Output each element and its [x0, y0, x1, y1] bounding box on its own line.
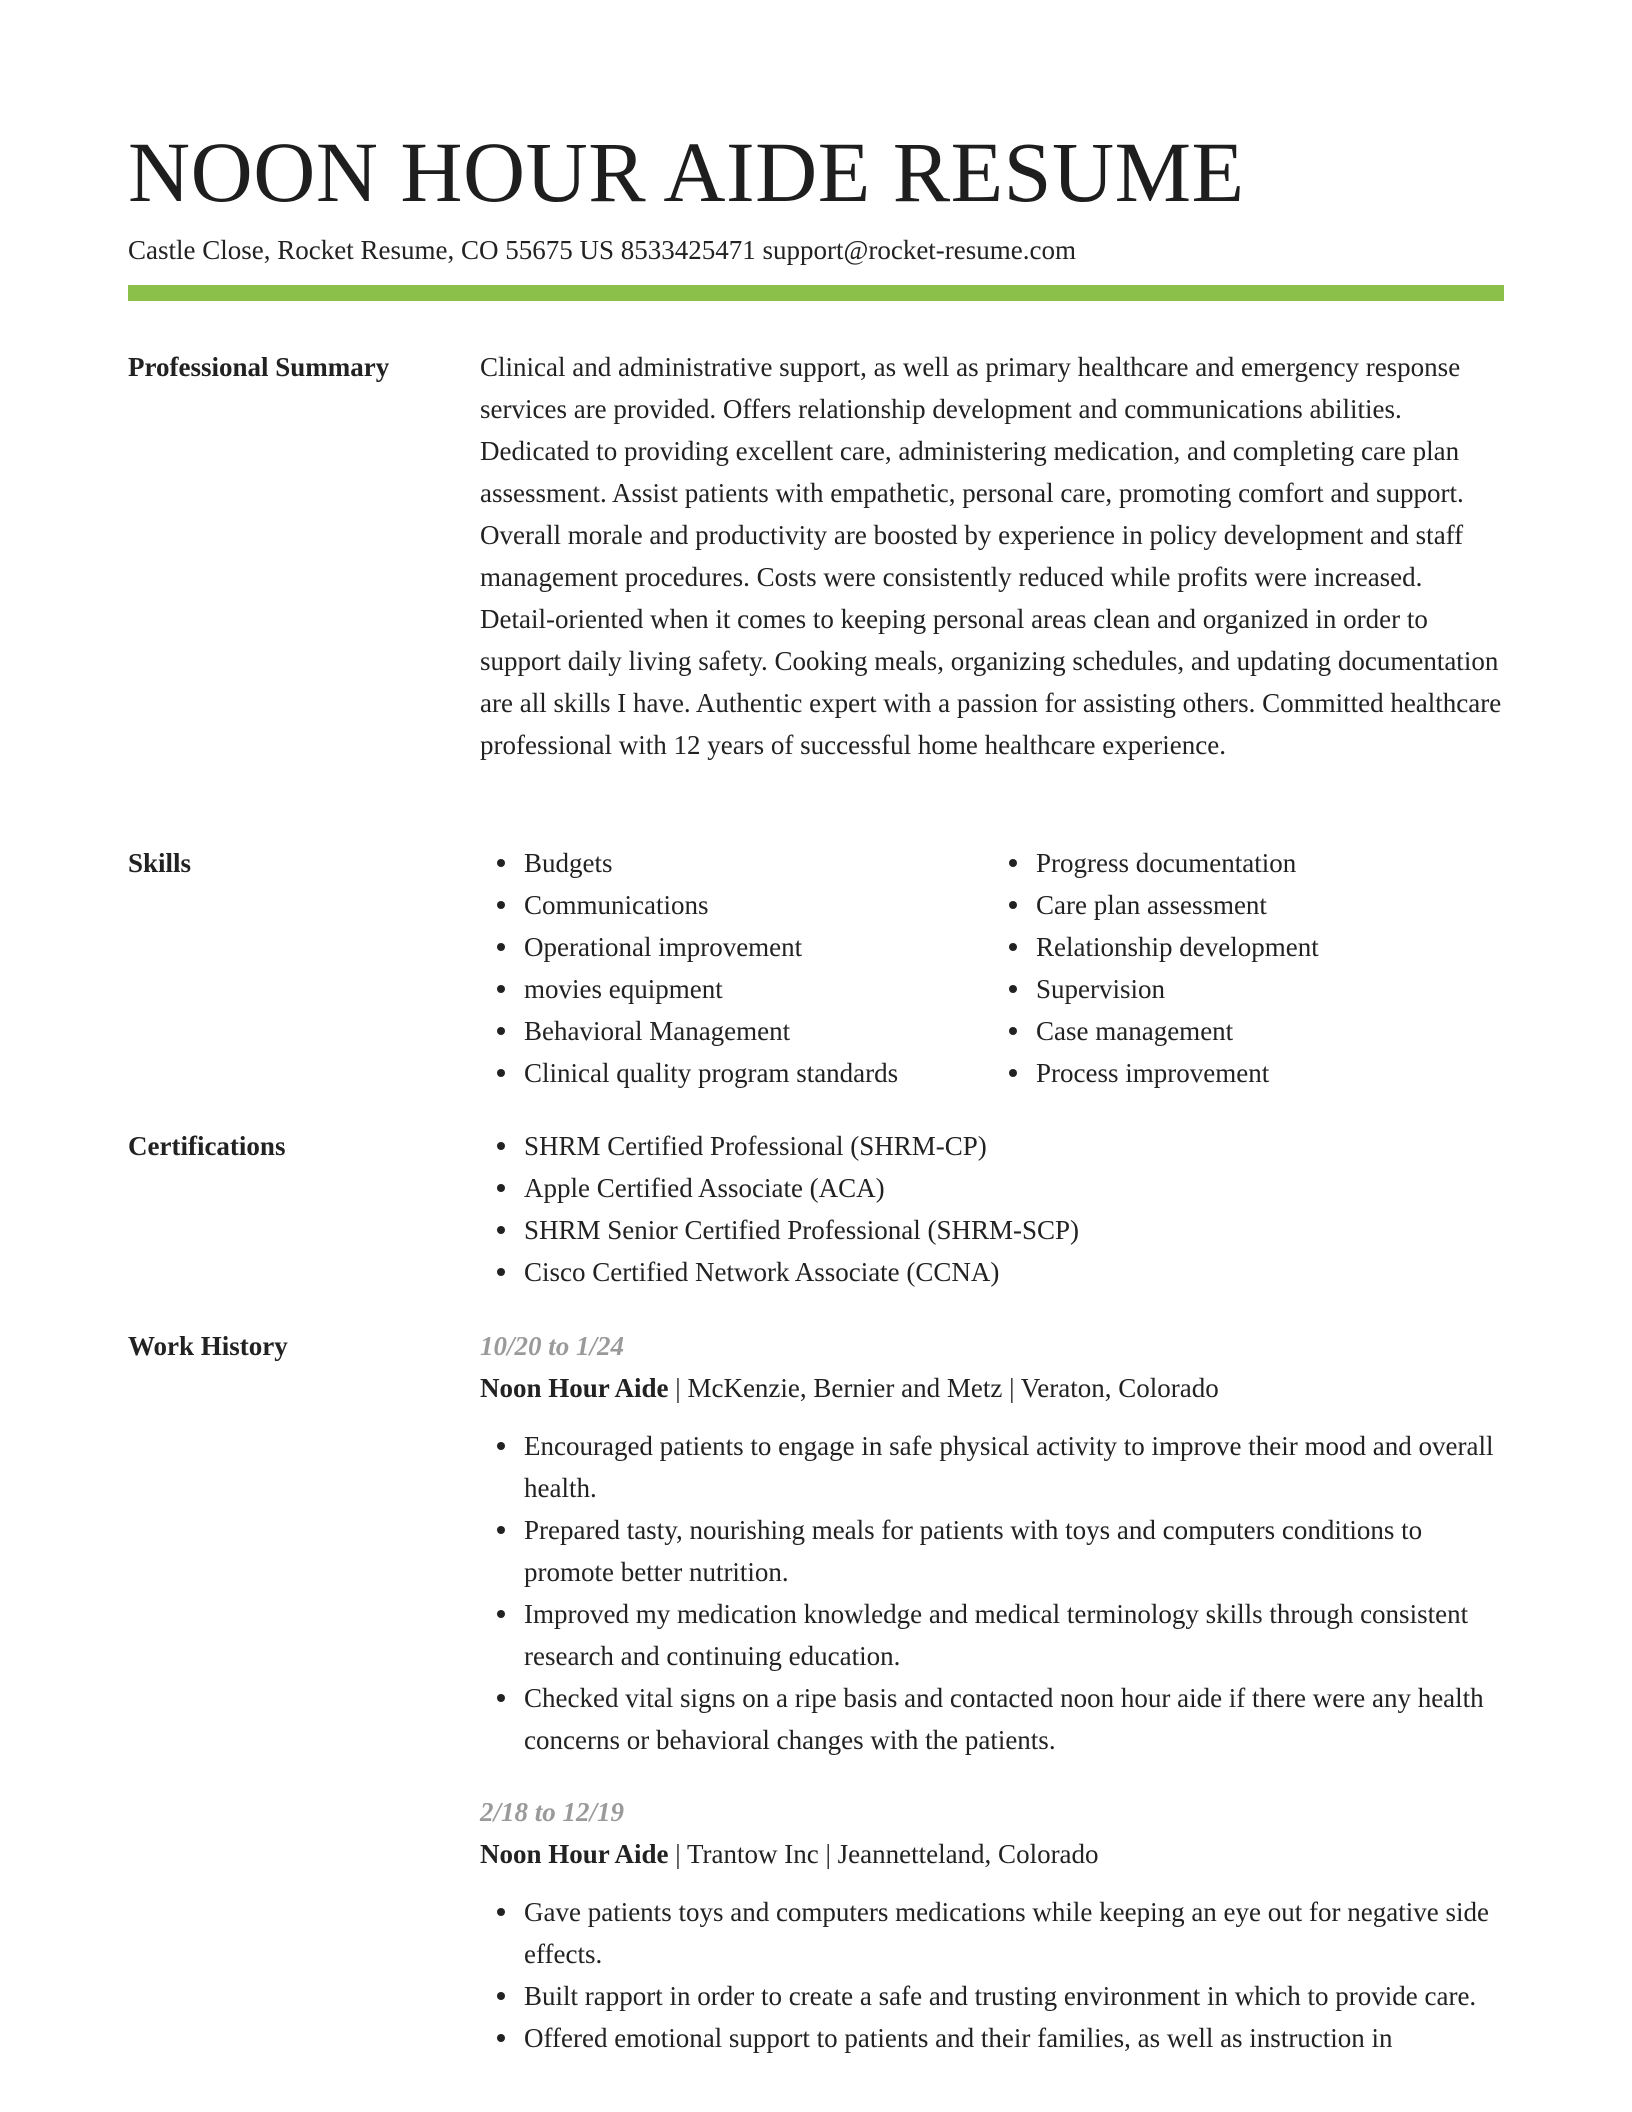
- job-bullet: Offered emotional support to patients and their families, as well as instruction in: [524, 2017, 1504, 2059]
- skill-item: Budgets: [524, 842, 992, 884]
- job-bullets: [480, 1425, 1504, 1761]
- job-bullet: Prepared tasty, nourishing meals for patients with toys and computers conditions to promote better nutrition.: [524, 1509, 1504, 1593]
- contact-address: Castle Close, Rocket Resume, CO 55675 US: [128, 235, 614, 265]
- job-dates: 10/20 to 1/24: [480, 1331, 625, 1361]
- work-history-body: [480, 1325, 1504, 2089]
- header-divider: [128, 285, 1504, 301]
- job-bullets: [480, 1891, 1504, 2059]
- job-bullet: Built rapport in order to create a safe and trusting environment in which to provide care.: [524, 1975, 1504, 2017]
- job-bullet: Checked vital signs on a ripe basis and contacted noon hour aide if there were any health concerns or behavioral changes with the patients.: [524, 1677, 1504, 1761]
- job-company: McKenzie, Bernier and Metz: [687, 1373, 1003, 1403]
- job-separator: |: [1009, 1373, 1021, 1403]
- certification-item: SHRM Senior Certified Professional (SHRM-SCP): [524, 1209, 1504, 1251]
- skill-item: Process improvement: [1036, 1052, 1504, 1094]
- skills-heading: Skills: [128, 848, 192, 878]
- job-location: Jeannetteland, Colorado: [837, 1839, 1099, 1869]
- job-bullet: Improved my medication knowledge and medical terminology skills through consistent research and continuing education.: [524, 1593, 1504, 1677]
- job-heading: [480, 1833, 1504, 1875]
- job-entry: [480, 1791, 1504, 2059]
- job-title: Noon Hour Aide: [480, 1839, 669, 1869]
- summary-heading: Professional Summary: [128, 352, 390, 382]
- skill-item: Relationship development: [1036, 926, 1504, 968]
- certification-item: Cisco Certified Network Associate (CCNA): [524, 1251, 1504, 1293]
- certification-item: SHRM Certified Professional (SHRM-CP): [524, 1125, 1504, 1167]
- skills-list-right: [992, 842, 1504, 1094]
- skills-body: [480, 842, 1504, 1094]
- job-separator: |: [825, 1839, 838, 1869]
- certifications-list: [480, 1125, 1504, 1293]
- resume-title: NOON HOUR AIDE RESUME: [128, 124, 1245, 220]
- skill-item: Progress documentation: [1036, 842, 1504, 884]
- contact-phone: 8533425471: [620, 235, 756, 265]
- skill-item: Care plan assessment: [1036, 884, 1504, 926]
- job-separator: |: [675, 1839, 687, 1869]
- job-bullet: Encouraged patients to engage in safe physical activity to improve their mood and overall health.: [524, 1425, 1504, 1509]
- job-separator: |: [675, 1373, 688, 1403]
- job-company: Trantow Inc: [686, 1839, 819, 1869]
- contact-email[interactable]: support@rocket-resume.com: [762, 235, 1077, 265]
- summary-body: [480, 346, 1504, 766]
- skill-item: movies equipment: [524, 968, 992, 1010]
- contact-line: [128, 232, 1076, 268]
- skill-item: Clinical quality program standards: [524, 1052, 992, 1094]
- skill-item: Communications: [524, 884, 992, 926]
- job-entry: [480, 1325, 1504, 1761]
- skill-item: Case management: [1036, 1010, 1504, 1052]
- job-heading: [480, 1367, 1504, 1409]
- skill-item: Supervision: [1036, 968, 1504, 1010]
- job-bullet: Gave patients toys and computers medications while keeping an eye out for negative side effects.: [524, 1891, 1504, 1975]
- skill-item: Behavioral Management: [524, 1010, 992, 1052]
- certifications-body: [480, 1125, 1504, 1293]
- skills-list-left: [480, 842, 992, 1094]
- skill-item: Operational improvement: [524, 926, 992, 968]
- certification-item: Apple Certified Associate (ACA): [524, 1167, 1504, 1209]
- job-dates: 2/18 to 12/19: [480, 1797, 625, 1827]
- work-history-heading: Work History: [128, 1331, 288, 1361]
- certifications-heading: Certifications: [128, 1131, 286, 1161]
- summary-text: Clinical and administrative support, as well as primary healthcare and emergency response services are provided. Offers relationship development and communications abilities. Dedicated to providing excellent care, administering medication, and completing care plan assessment. Assist patients with empathetic, personal care, promoting comfort and support. Overall morale and productivity are boosted by experience in policy development and staff management procedures. Costs were consistently reduced while profits were increased. Detail-oriented when it comes to keeping personal areas clean and organized in order to support daily living safety. Cooking meals, organizing schedules, and updating documentation are all skills I have. Authentic expert with a passion for assisting others. Committed healthcare professional with 12 years of successful home healthcare experience.: [480, 352, 1502, 760]
- job-location: Veraton, Colorado: [1020, 1373, 1219, 1403]
- job-title: Noon Hour Aide: [480, 1373, 669, 1403]
